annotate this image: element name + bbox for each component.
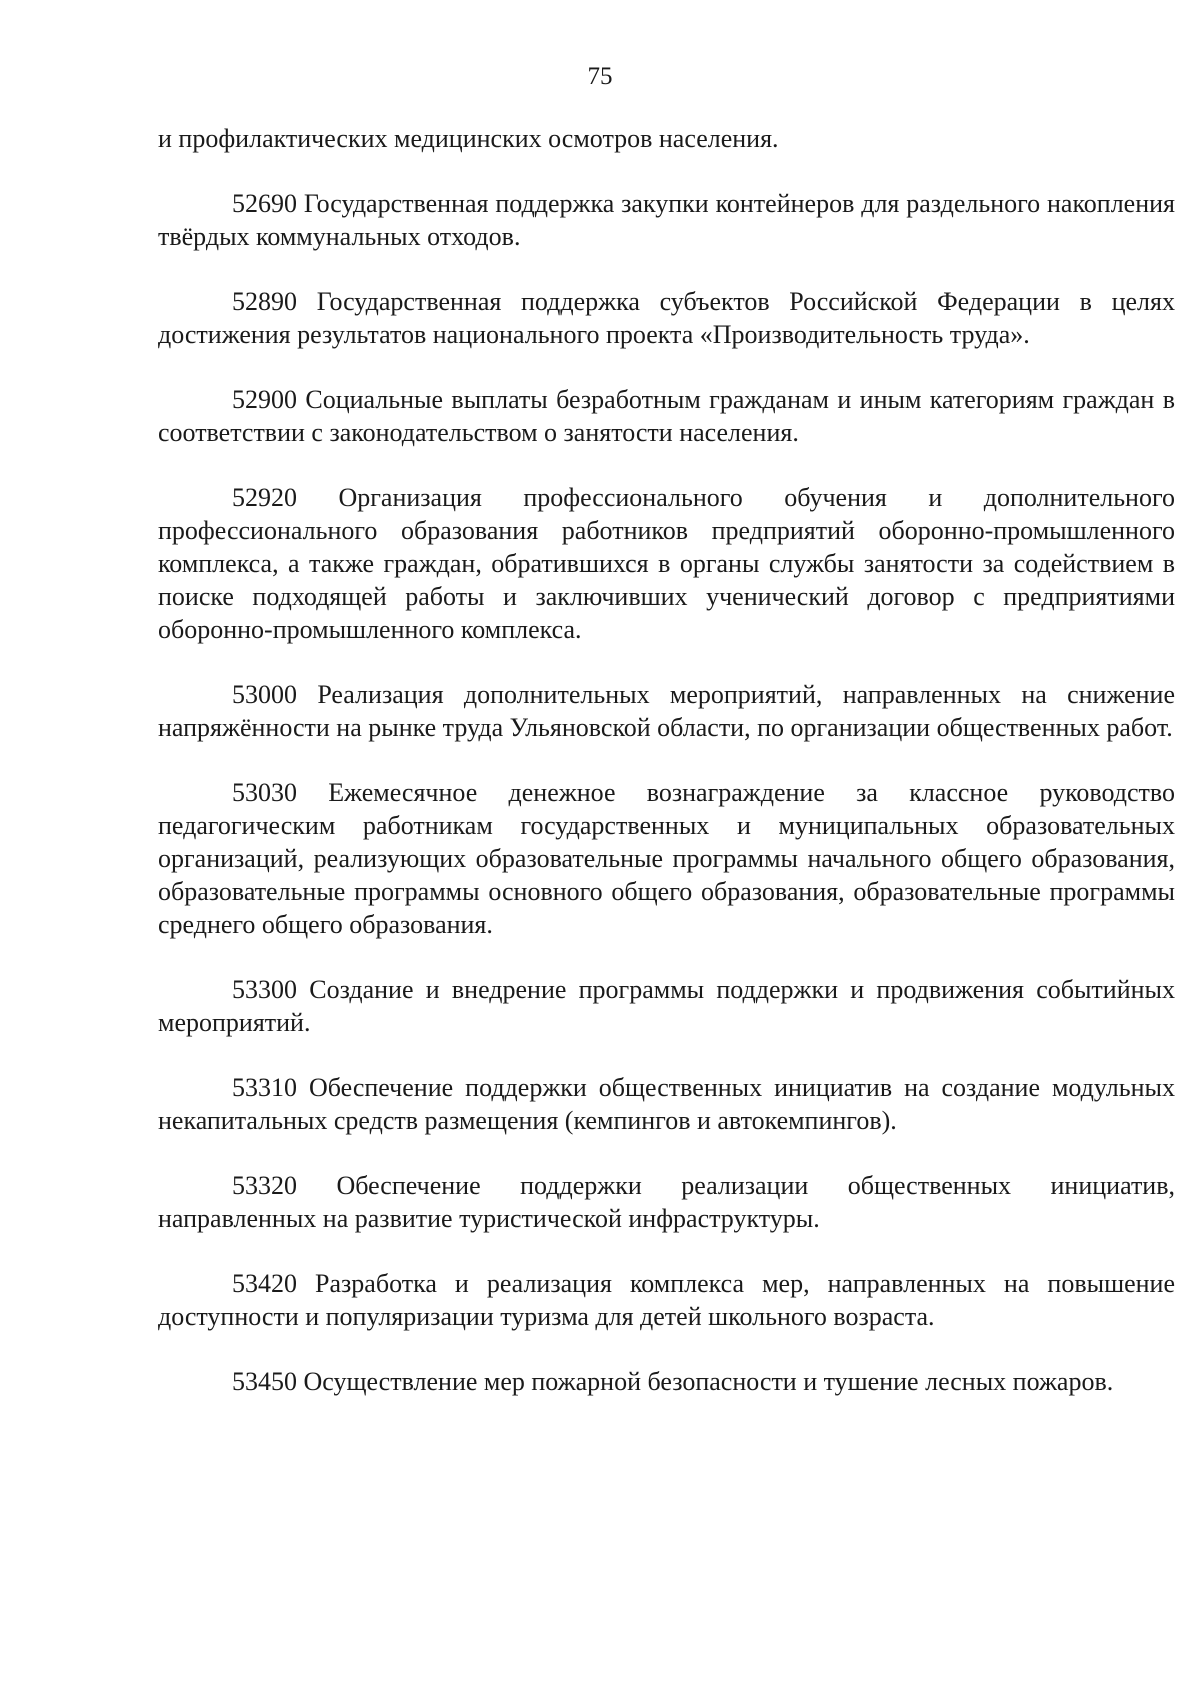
paragraph-53030: 53030 Ежемесячное денежное вознаграждение за классное руководство педагогическим работникам государственных и муниципальных образовательных организаций, реализующих образовательные программы начального общего образования, образовательные программы основного общего образования, образовательные программы среднего общего образования. xyxy=(158,778,1175,939)
page-number: 75 xyxy=(587,63,613,90)
paragraph-52890: 52890 Государственная поддержка субъектов Российской Федерации в целях достижения результатов национального проекта «Производительность труда». xyxy=(158,287,1175,349)
paragraph-53420: 53420 Разработка и реализация комплекса мер, направленных на повышение доступности и популяризации туризма для детей школьного возраста. xyxy=(158,1269,1175,1331)
paragraph-continuation: и профилактических медицинских осмотров населения. xyxy=(158,124,779,153)
paragraph-52920: 52920 Организация профессионального обучения и дополнительного профессионального образования работников предприятий оборонно-промышленного комплекса, а также граждан, обратившихся в органы службы занятости за содействием в поиске подходящей работы и заключивших ученический договор с предприятиями оборонно-промышленного комплекса. xyxy=(158,483,1175,644)
document-body xyxy=(158,122,1175,1430)
paragraph-52900: 52900 Социальные выплаты безработным гражданам и иным категориям граждан в соответствии с законодательством о занятости населения. xyxy=(158,385,1175,447)
paragraph-53300: 53300 Создание и внедрение программы поддержки и продвижения событийных мероприятий. xyxy=(158,975,1175,1037)
paragraph-53450: 53450 Осуществление мер пожарной безопасности и тушение лесных пожаров. xyxy=(232,1367,1114,1396)
paragraph-53310: 53310 Обеспечение поддержки общественных инициатив на создание модульных некапитальных средств размещения (кемпингов и автокемпингов). xyxy=(158,1073,1175,1135)
paragraph-53000: 53000 Реализация дополнительных мероприятий, направленных на снижение напряжённости на рынке труда Ульяновской области, по организации общественных работ. xyxy=(158,680,1175,742)
paragraph-52690: 52690 Государственная поддержка закупки контейнеров для раздельного накопления твёрдых коммунальных отходов. xyxy=(158,189,1175,251)
paragraph-53320: 53320 Обеспечение поддержки реализации общественных инициатив, направленных на развитие туристической инфраструктуры. xyxy=(158,1171,1175,1233)
